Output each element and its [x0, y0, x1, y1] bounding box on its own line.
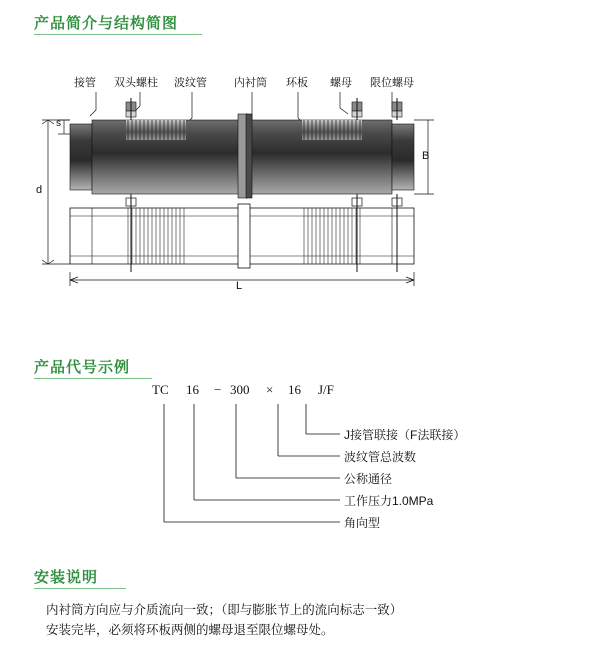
- code-desc-dn: 公称通径: [344, 472, 393, 486]
- install-note-line-2: 安装完毕，必须将环板两侧的螺母退至限位螺母处。: [46, 623, 334, 637]
- product-code-example: [40, 382, 560, 552]
- code-desc-pressure: 工作压力1.0MPa: [344, 494, 434, 508]
- dimension-label-B: B: [422, 150, 430, 162]
- callout-label-liner: 内衬筒: [234, 77, 267, 89]
- install-note-line-1: 内衬筒方向应与介质流向一致；（即与膨胀节上的流向标志一致）: [46, 603, 403, 617]
- section-title-product-intro: 产品简介与结构简图: [34, 15, 179, 32]
- structure-diagram: [36, 58, 560, 292]
- dimension-label-s: s: [56, 118, 61, 129]
- code-token-dn: 300: [230, 382, 250, 397]
- code-token-dash: −: [214, 382, 222, 397]
- dimension-label-L: L: [236, 280, 243, 292]
- code-token-pressure: 16: [186, 382, 199, 397]
- callout-label-nut: 螺母: [330, 77, 352, 89]
- callout-label-limit-nut: 限位螺母: [370, 77, 414, 89]
- code-desc-connection: J接管联接（F法联接）: [344, 428, 466, 442]
- section-title-product-code: 产品代号示例: [34, 359, 131, 376]
- callout-label-jieguan: 接管: [74, 77, 96, 89]
- section-title-install: 安装说明: [34, 569, 99, 586]
- section-divider-3: [34, 588, 126, 589]
- code-token-times: ×: [266, 382, 274, 397]
- code-desc-type: 角向型: [344, 516, 381, 530]
- callout-label-stud: 双头螺柱: [114, 77, 158, 89]
- code-token-connection: J/F: [318, 382, 334, 397]
- code-token-waves: 16: [288, 382, 301, 397]
- product-code-leader-svg: [40, 382, 560, 552]
- callout-label-bellows: 波纹管: [174, 77, 207, 89]
- dimension-label-d: d: [36, 184, 43, 196]
- section-divider-2: [34, 378, 152, 379]
- section-divider-1: [34, 34, 202, 35]
- code-desc-waves: 波纹管总波数: [344, 450, 417, 464]
- structure-diagram-svg: [40, 58, 560, 288]
- install-notes: [46, 600, 566, 640]
- callout-label-ring-plate: 环板: [286, 77, 308, 89]
- code-token-type: TC: [152, 382, 169, 397]
